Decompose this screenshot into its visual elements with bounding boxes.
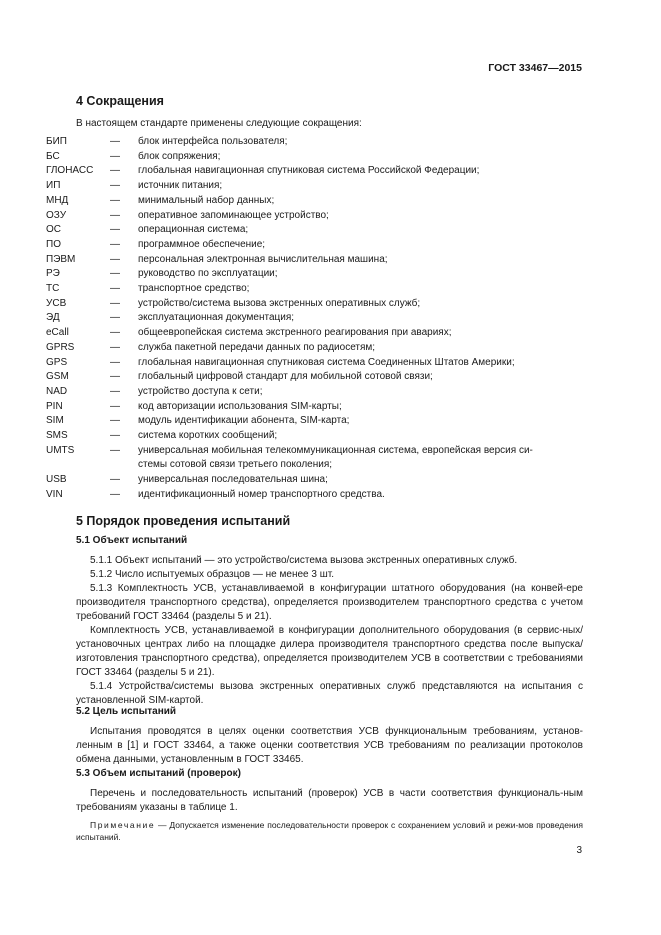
abbreviation-term: GPS — [46, 356, 68, 368]
abbreviation-dash: — — [110, 209, 120, 221]
paragraph-5-3: Перечень и последовательность испытаний (проверок) УСВ в части соответствия функциональ-ным требованиям указаны в таблице 1. — [76, 788, 583, 813]
abbreviation-definition — [138, 282, 583, 297]
definition-text: эксплуатационная документация; — [138, 312, 295, 324]
abbreviation-dash: — — [110, 385, 120, 397]
definition-text: блок сопряжения; — [138, 150, 221, 162]
abbreviation-row — [46, 209, 583, 224]
section-5-title: 5 Порядок проведения испытаний — [76, 514, 291, 528]
abbreviation-row — [46, 179, 583, 194]
abbreviation-definition — [138, 429, 583, 444]
abbreviation-definition — [138, 253, 583, 268]
abbreviation-row — [46, 194, 583, 209]
abbreviation-definition — [138, 400, 583, 415]
abbreviation-term: ГЛОНАСС — [46, 165, 94, 177]
abbreviation-term: ОС — [46, 224, 61, 236]
note — [76, 819, 583, 843]
abbreviation-term: БИП — [46, 136, 67, 147]
abbreviation-definition — [138, 267, 583, 282]
abbreviation-definition — [138, 414, 583, 429]
abbreviation-term: UMTS — [46, 444, 75, 456]
abbreviation-row — [46, 238, 583, 253]
section-4-title: 4 Сокращения — [76, 94, 164, 108]
abbreviation-dash: — — [110, 150, 120, 162]
definition-text: глобальная навигационная спутниковая система Соединенных Штатов Америки; — [138, 356, 515, 368]
abbreviation-term: УСВ — [46, 297, 67, 309]
paragraph-5-1-2: 5.1.2 Число испытуемых образцов — не менее 3 шт. — [90, 569, 334, 580]
page-number: 3 — [576, 845, 582, 856]
abbreviation-dash: — — [110, 400, 120, 412]
abbreviation-term: ИП — [46, 180, 61, 192]
definition-text: персональная электронная вычислительная машина; — [138, 253, 388, 265]
definition-text: система коротких сообщений; — [138, 430, 278, 442]
abbreviation-row — [46, 356, 583, 371]
abbreviation-definition — [138, 194, 583, 209]
abbreviation-row — [46, 414, 583, 429]
paragraph-5-1-1: 5.1.1 Объект испытаний — это устройство/система вызова экстренных оперативных служб. — [90, 555, 518, 566]
section-4-intro: В настоящем стандарте применены следующие сокращения: — [76, 118, 362, 129]
abbreviation-definition — [138, 356, 583, 371]
abbreviation-row — [46, 311, 583, 326]
abbreviation-row — [46, 150, 583, 165]
abbreviation-term: ПО — [46, 238, 61, 250]
abbreviation-row — [46, 282, 583, 297]
definition-text: руководство по эксплуатации; — [138, 268, 278, 280]
subsection-5-3-title: 5.3 Объем испытаний (проверок) — [76, 768, 241, 779]
abbreviation-row — [46, 326, 583, 341]
definition-text: устройство/система вызова экстренных оперативных служб; — [138, 297, 421, 309]
abbreviation-definition — [138, 297, 583, 312]
definition-text: модуль идентификации абонента, SIM-карта; — [138, 415, 350, 427]
definition-text: операционная система; — [138, 224, 249, 236]
note-text: — Допускается изменение последовательности проверок с сохранением условий и режи-мов проведения испытаний. — [76, 820, 583, 842]
abbreviation-dash: — — [110, 253, 120, 265]
definition-text: идентификационный номер транспортного средства. — [138, 488, 385, 500]
definition-text: устройство доступа к сети; — [138, 385, 263, 397]
abbreviation-term: SMS — [46, 430, 68, 442]
standard-header: ГОСТ 33467—2015 — [488, 62, 582, 74]
definition-text: глобальная навигационная спутниковая система Российской Федерации; — [138, 165, 480, 177]
abbreviation-row — [46, 341, 583, 356]
abbreviation-definition — [138, 311, 583, 326]
abbreviation-dash: — — [110, 327, 120, 339]
abbreviation-term: ЭД — [46, 312, 60, 324]
abbreviation-term: GSM — [46, 371, 69, 383]
definition-text: служба пакетной передачи данных по радиосетям; — [138, 341, 376, 353]
abbreviation-row — [46, 385, 583, 400]
abbreviation-dash: — — [110, 194, 120, 206]
abbreviation-row — [46, 429, 583, 444]
abbreviation-term: VIN — [46, 488, 63, 500]
abbreviation-definition — [138, 150, 583, 165]
abbreviation-term: МНД — [46, 194, 69, 206]
abbreviation-dash: — — [110, 488, 120, 500]
paragraph-5-1-3: 5.1.3 Комплектность УСВ, устанавливаемой в конфигурации штатного оборудования (на конвей-ере производителя транспортного средства), определяется производителем транспортного средства с учетом требований ГОСТ 33464 (разделы 5 и 21). — [76, 583, 583, 622]
abbreviation-row — [46, 444, 583, 473]
abbreviation-term: РЭ — [46, 268, 60, 280]
definition-text-continued: стемы сотовой связи третьего поколения; — [138, 459, 333, 471]
abbreviation-dash: — — [110, 268, 120, 280]
abbreviation-definition — [138, 370, 583, 385]
abbreviation-dash: — — [110, 430, 120, 442]
abbreviation-row — [46, 223, 583, 238]
abbreviation-dash: — — [110, 312, 120, 324]
abbreviation-row — [46, 253, 583, 268]
abbreviation-dash: — — [110, 224, 120, 236]
abbreviation-dash: — — [110, 371, 120, 383]
abbreviation-list — [46, 135, 583, 503]
abbreviation-dash: — — [110, 474, 120, 486]
abbreviation-row — [46, 164, 583, 179]
abbreviation-term: USB — [46, 474, 67, 486]
abbreviation-term: eCall — [46, 327, 69, 339]
abbreviation-definition — [138, 385, 583, 400]
definition-text: оперативное запоминающее устройство; — [138, 209, 329, 221]
paragraph-5-2: Испытания проводятся в целях оценки соответствия УСВ функциональным требованиям, установ-ленным в [1] и ГОСТ 33464, а также оценки соответствия УСВ требованиям по реализации протоколов обмена данными, установленным в ГОСТ 33465. — [76, 726, 583, 765]
abbreviation-term: SIM — [46, 415, 64, 427]
abbreviation-row — [46, 370, 583, 385]
abbreviation-definition — [138, 179, 583, 194]
abbreviation-row — [46, 473, 583, 488]
abbreviation-term: ОЗУ — [46, 209, 67, 221]
abbreviation-dash: — — [110, 180, 120, 192]
definition-text: универсальная мобильная телекоммуникационная система, европейская версия си- — [138, 444, 533, 456]
abbreviation-row — [46, 297, 583, 312]
note-label: Примечание — [90, 820, 156, 830]
definition-text: минимальный набор данных; — [138, 194, 275, 206]
abbreviation-dash: — — [110, 283, 120, 295]
abbreviation-definition — [138, 473, 583, 488]
paragraph-5-1-4: 5.1.4 Устройства/системы вызова экстренных оперативных служб представляются на испытания с установленной SIM-картой. — [76, 681, 583, 706]
definition-text: общеевропейская система экстренного реагирования при авариях; — [138, 327, 452, 339]
abbreviation-row — [46, 135, 583, 150]
definition-text: код авторизации использования SIM-карты; — [138, 400, 342, 412]
abbreviation-term: ТС — [46, 283, 60, 295]
abbreviation-term: ПЭВМ — [46, 253, 76, 265]
paragraph-5-1-3-b: Комплектность УСВ, устанавливаемой в конфигурации дополнительного оборудования (в сервис-ных/установочных центрах либо на площадке дилера производителя транспортного средства после выпуска/изготовления транспортного средства), определяется производителем УСВ в соответствии с требованиями ГОСТ 33464 (разделы 5 и 21). — [76, 625, 583, 678]
abbreviation-definition — [138, 209, 583, 224]
abbreviation-definition — [138, 238, 583, 253]
subsection-5-2-title: 5.2 Цель испытаний — [76, 706, 177, 717]
abbreviation-definition — [138, 341, 583, 356]
abbreviation-dash: — — [110, 136, 120, 147]
abbreviation-term: PIN — [46, 400, 63, 412]
abbreviation-dash: — — [110, 297, 120, 309]
abbreviation-row — [46, 267, 583, 282]
abbreviation-definition — [138, 326, 583, 341]
abbreviation-dash: — — [110, 165, 120, 177]
definition-text: универсальная последовательная шина; — [138, 474, 328, 486]
abbreviation-dash: — — [110, 238, 120, 250]
abbreviation-definition — [138, 444, 583, 473]
abbreviation-definition — [138, 164, 583, 179]
abbreviation-dash: — — [110, 341, 120, 353]
abbreviation-definition — [138, 135, 583, 150]
definition-text: источник питания; — [138, 180, 223, 192]
definition-text: программное обеспечение; — [138, 238, 266, 250]
abbreviation-row — [46, 400, 583, 415]
abbreviation-dash: — — [110, 444, 120, 456]
abbreviation-dash: — — [110, 415, 120, 427]
abbreviation-term: GPRS — [46, 341, 75, 353]
definition-text: блок интерфейса пользователя; — [138, 136, 288, 147]
abbreviation-dash: — — [110, 356, 120, 368]
definition-text: глобальный цифровой стандарт для мобильной сотовой связи; — [138, 371, 433, 383]
abbreviation-term: NAD — [46, 385, 68, 397]
abbreviation-term: БС — [46, 150, 60, 162]
abbreviation-definition — [138, 223, 583, 238]
subsection-5-1-title: 5.1 Объект испытаний — [76, 535, 188, 546]
definition-text: транспортное средство; — [138, 283, 250, 295]
abbreviation-definition — [138, 488, 583, 503]
abbreviation-row — [46, 488, 583, 503]
